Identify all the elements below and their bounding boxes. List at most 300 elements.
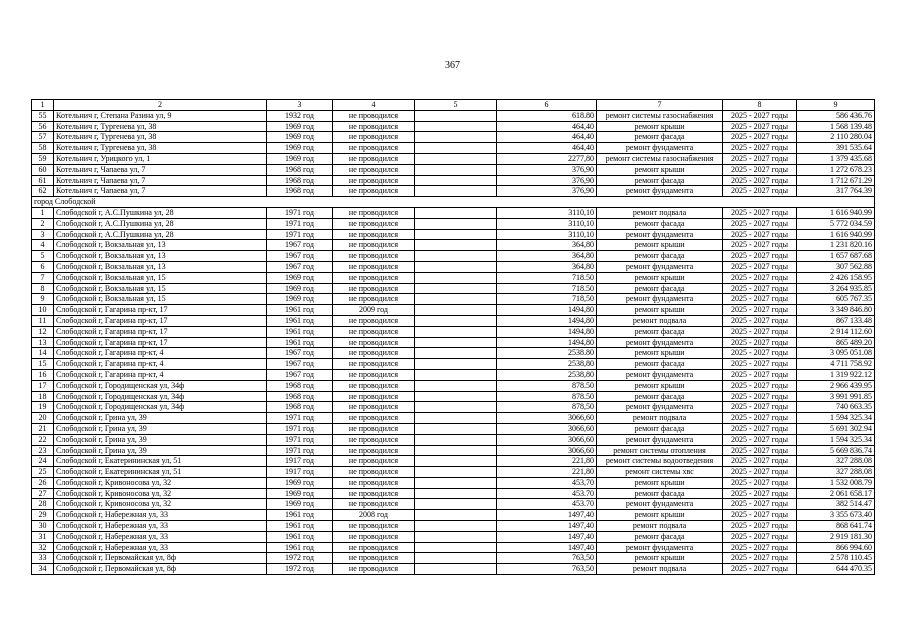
page-number: 367 <box>445 60 460 71</box>
work-type-cell: ремонт фундамента <box>597 294 723 305</box>
last-repair-cell: не проводился <box>333 121 415 132</box>
area-cell: 618.80 <box>497 110 597 121</box>
empty-cell <box>415 240 497 251</box>
address-cell: Слободской г, Вокзальная ул, 15 <box>54 283 267 294</box>
cost-cell: 1 616 940.99 <box>797 207 875 218</box>
table-row <box>32 542 875 553</box>
work-type-cell: ремонт фасада <box>597 283 723 294</box>
area-cell: 1494,80 <box>497 315 597 326</box>
table-row <box>32 229 875 240</box>
cost-cell: 1 319 922.12 <box>797 369 875 380</box>
period-cell: 2025 - 2027 годы <box>723 456 797 467</box>
cost-cell: 586 436.76 <box>797 110 875 121</box>
last-repair-cell: не проводился <box>333 207 415 218</box>
work-type-cell: ремонт крыши <box>597 553 723 564</box>
period-cell: 2025 - 2027 годы <box>723 423 797 434</box>
cost-cell: 867 133.48 <box>797 315 875 326</box>
empty-cell <box>415 564 497 575</box>
cost-cell: 5 669 836.74 <box>797 445 875 456</box>
row-number: 30 <box>32 521 54 532</box>
year-built-cell: 1969 год <box>267 143 333 154</box>
address-cell: Слободской г, Набережная ул, 33 <box>54 521 267 532</box>
empty-cell <box>415 402 497 413</box>
cost-cell: 2 061 658.17 <box>797 488 875 499</box>
period-cell: 2025 - 2027 годы <box>723 553 797 564</box>
table-row <box>32 359 875 370</box>
last-repair-cell: не проводился <box>333 229 415 240</box>
row-number: 5 <box>32 251 54 262</box>
work-type-cell: ремонт системы газоснабжения <box>597 153 723 164</box>
row-number: 8 <box>32 283 54 294</box>
area-cell: 464,40 <box>497 143 597 154</box>
area-cell: 1494,80 <box>497 326 597 337</box>
work-type-cell: ремонт фундамента <box>597 369 723 380</box>
cost-cell: 2 966 439.95 <box>797 380 875 391</box>
work-type-cell: ремонт крыши <box>597 164 723 175</box>
last-repair-cell: не проводился <box>333 423 415 434</box>
table-row <box>32 121 875 132</box>
cost-cell: 605 767.35 <box>797 294 875 305</box>
cost-cell: 3 991 991.85 <box>797 391 875 402</box>
cost-cell: 307 562.88 <box>797 261 875 272</box>
address-cell: Слободской г, Городищенская ул, 34ф <box>54 380 267 391</box>
period-cell: 2025 - 2027 годы <box>723 348 797 359</box>
area-cell: 376,90 <box>497 175 597 186</box>
year-built-cell: 1969 год <box>267 272 333 283</box>
period-cell: 2025 - 2027 годы <box>723 175 797 186</box>
address-cell: Слободской г, Первомайская ул, 8ф <box>54 564 267 575</box>
table-row <box>32 251 875 262</box>
year-built-cell: 1961 год <box>267 337 333 348</box>
period-cell: 2025 - 2027 годы <box>723 445 797 456</box>
period-cell: 2025 - 2027 годы <box>723 380 797 391</box>
address-cell: Слободской г, Гагарина пр-кт, 4 <box>54 359 267 370</box>
row-number: 31 <box>32 531 54 542</box>
address-cell: Котельнич г, Тургенева ул, 38 <box>54 143 267 154</box>
year-built-cell: 1961 год <box>267 305 333 316</box>
year-built-cell: 1932 год <box>267 110 333 121</box>
empty-cell <box>415 251 497 262</box>
row-number: 62 <box>32 186 54 197</box>
cost-cell: 1 272 678.23 <box>797 164 875 175</box>
cost-cell: 2 919 181.30 <box>797 531 875 542</box>
work-type-cell: ремонт подвала <box>597 564 723 575</box>
period-cell: 2025 - 2027 годы <box>723 564 797 575</box>
empty-cell <box>415 477 497 488</box>
address-cell: Слободской г, Первомайская ул, 8ф <box>54 553 267 564</box>
row-number: 11 <box>32 315 54 326</box>
table-row <box>32 132 875 143</box>
work-type-cell: ремонт фасада <box>597 326 723 337</box>
table-row <box>32 553 875 564</box>
table-row <box>32 207 875 218</box>
area-cell: 2538,80 <box>497 359 597 370</box>
cost-cell: 382 514.47 <box>797 499 875 510</box>
table-row <box>32 175 875 186</box>
header-cell: 7 <box>597 100 723 111</box>
empty-cell <box>415 391 497 402</box>
period-cell: 2025 - 2027 годы <box>723 240 797 251</box>
year-built-cell: 1967 год <box>267 369 333 380</box>
address-cell: Слободской г, Набережная ул, 33 <box>54 510 267 521</box>
empty-cell <box>415 348 497 359</box>
last-repair-cell: не проводился <box>333 456 415 467</box>
period-cell: 2025 - 2027 годы <box>723 164 797 175</box>
year-built-cell: 1969 год <box>267 294 333 305</box>
row-number: 26 <box>32 477 54 488</box>
last-repair-cell: 2008 год <box>333 510 415 521</box>
area-cell: 221,80 <box>497 456 597 467</box>
address-cell: Котельнич г, Чапаева ул, 7 <box>54 186 267 197</box>
address-cell: Слободской г, Гагарина пр-кт, 17 <box>54 305 267 316</box>
last-repair-cell: не проводился <box>333 164 415 175</box>
last-repair-cell: не проводился <box>333 272 415 283</box>
empty-cell <box>415 326 497 337</box>
cost-cell: 4 711 758.92 <box>797 359 875 370</box>
cost-cell: 3 355 673.40 <box>797 510 875 521</box>
area-cell: 718.50 <box>497 272 597 283</box>
year-built-cell: 1961 год <box>267 315 333 326</box>
address-cell: Слободской г, Вокзальная ул, 13 <box>54 261 267 272</box>
address-cell: Слободской г, Грина ул, 39 <box>54 445 267 456</box>
period-cell: 2025 - 2027 годы <box>723 434 797 445</box>
period-cell: 2025 - 2027 годы <box>723 521 797 532</box>
work-type-cell: ремонт фасада <box>597 132 723 143</box>
address-cell: Слободской г, Вокзальная ул, 15 <box>54 294 267 305</box>
table-row <box>32 488 875 499</box>
empty-cell <box>415 499 497 510</box>
header-cell: 8 <box>723 100 797 111</box>
cost-cell: 1 568 139.48 <box>797 121 875 132</box>
work-type-cell: ремонт фундамента <box>597 337 723 348</box>
period-cell: 2025 - 2027 годы <box>723 207 797 218</box>
work-type-cell: ремонт фасада <box>597 218 723 229</box>
area-cell: 1494,80 <box>497 305 597 316</box>
area-cell: 3066,60 <box>497 423 597 434</box>
header-cell: 3 <box>267 100 333 111</box>
period-cell: 2025 - 2027 годы <box>723 229 797 240</box>
period-cell: 2025 - 2027 годы <box>723 477 797 488</box>
cost-cell: 317 764.39 <box>797 186 875 197</box>
area-cell: 878.50 <box>497 380 597 391</box>
row-number: 21 <box>32 423 54 434</box>
area-cell: 453,70 <box>497 477 597 488</box>
last-repair-cell: не проводился <box>333 445 415 456</box>
address-cell: Слободской г, А.С.Пушкина ул, 28 <box>54 218 267 229</box>
row-number: 33 <box>32 553 54 564</box>
year-built-cell: 1971 год <box>267 413 333 424</box>
row-number: 17 <box>32 380 54 391</box>
area-cell: 3110,10 <box>497 218 597 229</box>
area-cell: 3066,60 <box>497 445 597 456</box>
last-repair-cell: не проводился <box>333 380 415 391</box>
row-number: 22 <box>32 434 54 445</box>
cost-cell: 327 288.08 <box>797 467 875 478</box>
empty-cell <box>415 510 497 521</box>
cost-cell: 2 426 158.95 <box>797 272 875 283</box>
table-row <box>32 315 875 326</box>
period-cell: 2025 - 2027 годы <box>723 402 797 413</box>
year-built-cell: 1961 год <box>267 542 333 553</box>
header-row <box>32 100 875 111</box>
last-repair-cell: не проводился <box>333 542 415 553</box>
year-built-cell: 1969 год <box>267 121 333 132</box>
year-built-cell: 1968 год <box>267 380 333 391</box>
table-row <box>32 402 875 413</box>
area-cell: 3110,10 <box>497 229 597 240</box>
address-cell: Слободской г, Гагарина пр-кт, 17 <box>54 337 267 348</box>
row-number: 55 <box>32 110 54 121</box>
row-number: 13 <box>32 337 54 348</box>
cost-cell: 3 349 846.80 <box>797 305 875 316</box>
cost-cell: 866 994.60 <box>797 542 875 553</box>
row-number: 57 <box>32 132 54 143</box>
last-repair-cell: не проводился <box>333 251 415 262</box>
year-built-cell: 1968 год <box>267 402 333 413</box>
cost-cell: 5 691 302.94 <box>797 423 875 434</box>
table-row <box>32 283 875 294</box>
period-cell: 2025 - 2027 годы <box>723 186 797 197</box>
work-type-cell: ремонт фундамента <box>597 542 723 553</box>
address-cell: Слободской г, Кривоносова ул, 32 <box>54 477 267 488</box>
work-type-cell: ремонт фасада <box>597 359 723 370</box>
area-cell: 364,80 <box>497 261 597 272</box>
table-row <box>32 294 875 305</box>
empty-cell <box>415 229 497 240</box>
empty-cell <box>415 283 497 294</box>
area-cell: 2277,80 <box>497 153 597 164</box>
year-built-cell: 1967 год <box>267 251 333 262</box>
year-built-cell: 1971 год <box>267 229 333 240</box>
year-built-cell: 1969 год <box>267 477 333 488</box>
period-cell: 2025 - 2027 годы <box>723 218 797 229</box>
work-type-cell: ремонт крыши <box>597 305 723 316</box>
period-cell: 2025 - 2027 годы <box>723 413 797 424</box>
area-cell: 763,50 <box>497 564 597 575</box>
table-row <box>32 391 875 402</box>
last-repair-cell: не проводился <box>333 413 415 424</box>
address-cell: Котельнич г, Тургенева ул, 38 <box>54 121 267 132</box>
row-number: 18 <box>32 391 54 402</box>
work-type-cell: ремонт системы водоотведения <box>597 456 723 467</box>
address-cell: Слободской г, Вокзальная ул, 13 <box>54 240 267 251</box>
work-type-cell: ремонт системы отопления <box>597 445 723 456</box>
table-row <box>32 218 875 229</box>
cost-cell: 740 663.35 <box>797 402 875 413</box>
header-cell: 6 <box>497 100 597 111</box>
table-row <box>32 348 875 359</box>
address-cell: Котельнич г, Степана Разина ул, 9 <box>54 110 267 121</box>
year-built-cell: 1969 год <box>267 283 333 294</box>
address-cell: Котельнич г, Чапаева ул, 7 <box>54 164 267 175</box>
address-cell: Слободской г, Гагарина пр-кт, 17 <box>54 326 267 337</box>
table-row <box>32 143 875 154</box>
row-number: 6 <box>32 261 54 272</box>
cost-cell: 327 288.08 <box>797 456 875 467</box>
year-built-cell: 1917 год <box>267 456 333 467</box>
table-row <box>32 153 875 164</box>
year-built-cell: 1961 год <box>267 521 333 532</box>
empty-cell <box>415 467 497 478</box>
row-number: 19 <box>32 402 54 413</box>
city-section-row <box>32 197 875 208</box>
address-cell: Слободской г, Набережная ул, 33 <box>54 542 267 553</box>
row-number: 2 <box>32 218 54 229</box>
empty-cell <box>415 175 497 186</box>
cost-cell: 5 772 034.59 <box>797 218 875 229</box>
header-cell: 2 <box>54 100 267 111</box>
address-cell: Слободской г, Екатерининская ул, 51 <box>54 456 267 467</box>
area-cell: 1497,40 <box>497 521 597 532</box>
work-type-cell: ремонт системы хвс <box>597 467 723 478</box>
empty-cell <box>415 186 497 197</box>
cost-cell: 3 264 935.85 <box>797 283 875 294</box>
work-type-cell: ремонт крыши <box>597 348 723 359</box>
area-cell: 763,50 <box>497 553 597 564</box>
period-cell: 2025 - 2027 годы <box>723 305 797 316</box>
address-cell: Слободской г, Городищенская ул, 34ф <box>54 391 267 402</box>
table-row <box>32 413 875 424</box>
cost-cell: 865 489.20 <box>797 337 875 348</box>
address-cell: Котельнич г, Урицкого ул, 1 <box>54 153 267 164</box>
address-cell: Слободской г, Грина ул, 39 <box>54 413 267 424</box>
year-built-cell: 1969 год <box>267 499 333 510</box>
row-number: 20 <box>32 413 54 424</box>
table-row <box>32 564 875 575</box>
work-type-cell: ремонт подвала <box>597 315 723 326</box>
row-number: 14 <box>32 348 54 359</box>
area-cell: 3110,10 <box>497 207 597 218</box>
period-cell: 2025 - 2027 годы <box>723 121 797 132</box>
cost-cell: 391 535.64 <box>797 143 875 154</box>
empty-cell <box>415 434 497 445</box>
address-cell: Слободской г, Набережная ул, 33 <box>54 531 267 542</box>
table-row <box>32 423 875 434</box>
period-cell: 2025 - 2027 годы <box>723 153 797 164</box>
last-repair-cell: не проводился <box>333 186 415 197</box>
table-row <box>32 521 875 532</box>
table-body <box>32 100 875 575</box>
period-cell: 2025 - 2027 годы <box>723 261 797 272</box>
work-type-cell: ремонт фасада <box>597 391 723 402</box>
table-row <box>32 240 875 251</box>
work-type-cell: ремонт крыши <box>597 121 723 132</box>
address-cell: Слободской г, Грина ул, 39 <box>54 423 267 434</box>
empty-cell <box>415 359 497 370</box>
row-number: 9 <box>32 294 54 305</box>
area-cell: 718.50 <box>497 283 597 294</box>
area-cell: 464,40 <box>497 132 597 143</box>
cost-cell: 1 657 687.68 <box>797 251 875 262</box>
period-cell: 2025 - 2027 годы <box>723 294 797 305</box>
row-number: 23 <box>32 445 54 456</box>
address-cell: Слободской г, А.С.Пушкина ул, 28 <box>54 207 267 218</box>
row-number: 29 <box>32 510 54 521</box>
year-built-cell: 1969 год <box>267 488 333 499</box>
empty-cell <box>415 521 497 532</box>
row-number: 15 <box>32 359 54 370</box>
address-cell: Слободской г, Екатерининская ул, 51 <box>54 467 267 478</box>
row-number: 34 <box>32 564 54 575</box>
repair-table <box>31 99 875 575</box>
cost-cell: 1 594 325.34 <box>797 434 875 445</box>
area-cell: 718,50 <box>497 294 597 305</box>
area-cell: 2538.80 <box>497 348 597 359</box>
cost-cell: 1 712 671.29 <box>797 175 875 186</box>
empty-cell <box>415 337 497 348</box>
table-row <box>32 186 875 197</box>
year-built-cell: 1972 год <box>267 564 333 575</box>
work-type-cell: ремонт фундамента <box>597 499 723 510</box>
year-built-cell: 1967 год <box>267 240 333 251</box>
work-type-cell: ремонт фасада <box>597 423 723 434</box>
empty-cell <box>415 380 497 391</box>
empty-cell <box>415 218 497 229</box>
row-number: 27 <box>32 488 54 499</box>
header-cell: 4 <box>333 100 415 111</box>
cost-cell: 868 641.74 <box>797 521 875 532</box>
city-label: город Слободской <box>32 197 875 208</box>
last-repair-cell: не проводился <box>333 402 415 413</box>
area-cell: 878,50 <box>497 402 597 413</box>
last-repair-cell: не проводился <box>333 240 415 251</box>
period-cell: 2025 - 2027 годы <box>723 326 797 337</box>
work-type-cell: ремонт крыши <box>597 510 723 521</box>
table-row <box>32 467 875 478</box>
year-built-cell: 1967 год <box>267 348 333 359</box>
period-cell: 2025 - 2027 годы <box>723 143 797 154</box>
year-built-cell: 1971 год <box>267 423 333 434</box>
last-repair-cell: не проводился <box>333 315 415 326</box>
last-repair-cell: не проводился <box>333 391 415 402</box>
year-built-cell: 1917 год <box>267 467 333 478</box>
year-built-cell: 1971 год <box>267 207 333 218</box>
work-type-cell: ремонт фасада <box>597 488 723 499</box>
empty-cell <box>415 132 497 143</box>
row-number: 12 <box>32 326 54 337</box>
empty-cell <box>415 456 497 467</box>
year-built-cell: 1961 год <box>267 326 333 337</box>
area-cell: 453.70 <box>497 488 597 499</box>
last-repair-cell: не проводился <box>333 261 415 272</box>
empty-cell <box>415 110 497 121</box>
area-cell: 453.70 <box>497 499 597 510</box>
empty-cell <box>415 153 497 164</box>
year-built-cell: 1971 год <box>267 218 333 229</box>
table-row <box>32 272 875 283</box>
empty-cell <box>415 413 497 424</box>
work-type-cell: ремонт фасада <box>597 175 723 186</box>
empty-cell <box>415 294 497 305</box>
empty-cell <box>415 143 497 154</box>
area-cell: 3066,60 <box>497 434 597 445</box>
address-cell: Котельнич г, Тургенева ул, 38 <box>54 132 267 143</box>
row-number: 24 <box>32 456 54 467</box>
empty-cell <box>415 121 497 132</box>
last-repair-cell: не проводился <box>333 564 415 575</box>
work-type-cell: ремонт подвала <box>597 413 723 424</box>
work-type-cell: ремонт фасада <box>597 251 723 262</box>
year-built-cell: 1968 год <box>267 391 333 402</box>
row-number: 10 <box>32 305 54 316</box>
empty-cell <box>415 272 497 283</box>
table-row <box>32 110 875 121</box>
row-number: 7 <box>32 272 54 283</box>
last-repair-cell: не проводился <box>333 283 415 294</box>
table-row <box>32 456 875 467</box>
year-built-cell: 1969 год <box>267 153 333 164</box>
empty-cell <box>415 531 497 542</box>
